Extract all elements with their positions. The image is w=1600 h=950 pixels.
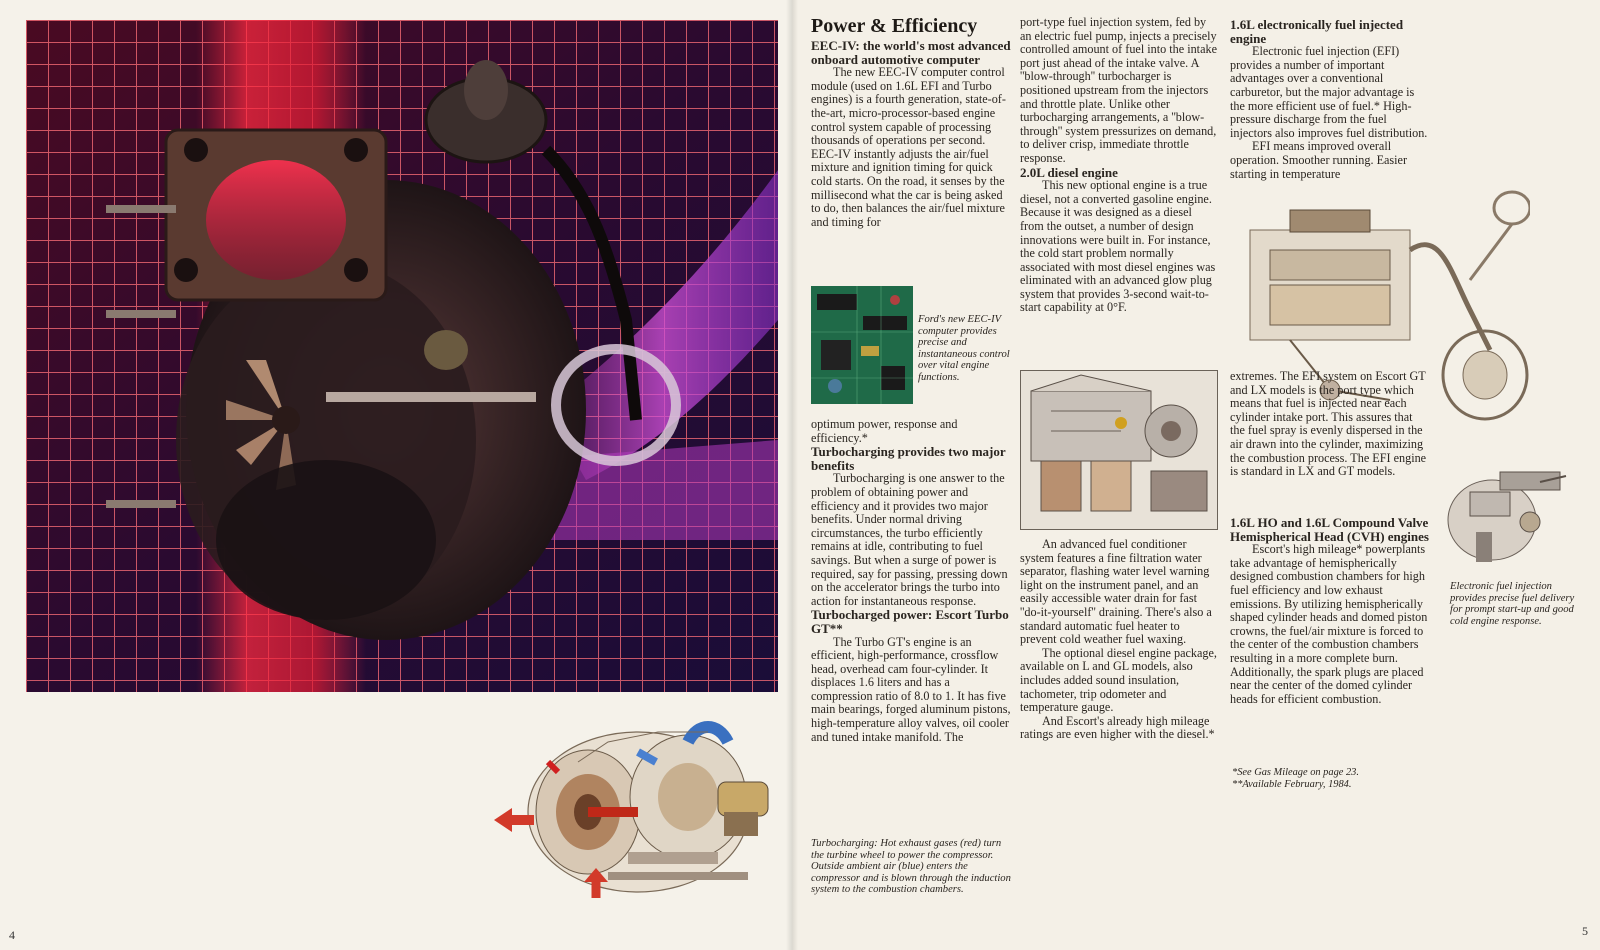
eec-heading: EEC-IV: the world's most advanced onboard automotive computer bbox=[811, 38, 1011, 67]
footnote-availability: **Available February, 1984. bbox=[1232, 779, 1352, 790]
diesel-paragraph-4: And Escort's already high mileage ratings are even higher with the diesel.* bbox=[1020, 713, 1215, 742]
turbo-gt-heading: Turbocharged power: Escort Turbo GT** bbox=[811, 607, 1009, 636]
column-cvh bbox=[1230, 516, 1434, 706]
diesel-paragraph-3: The optional diesel engine package, available on L and GL models, also includes added sound insulation, tachometer, trip odometer and temperature gauge. bbox=[1020, 645, 1217, 715]
diesel-engine-graphic bbox=[1021, 371, 1217, 529]
efi-paragraph-2: EFI means improved overall operation. Smoother running. Easier starting in temperature bbox=[1230, 139, 1408, 181]
column-diesel-continued bbox=[1020, 538, 1218, 742]
page-gutter bbox=[786, 0, 798, 950]
efi-heading: 1.6L electronically fuel injected engine bbox=[1230, 17, 1404, 46]
diesel-engine-illustration bbox=[1020, 370, 1218, 530]
eec-paragraph-continued: optimum power, response and efficiency.* bbox=[811, 417, 958, 445]
column-turbo bbox=[811, 418, 1011, 744]
circuit-board-graphic bbox=[811, 286, 913, 404]
eec-caption: Ford's new EEC-IV computer provides precise and instantaneous control over vital engine functions. bbox=[918, 314, 1010, 383]
eec-paragraph: The new EEC-IV computer control module (used on 1.6L EFI and Turbo engines) is a fourth generation, state-of-the-art, micro-processor-based engine control system capable of processing thousands of operations per second. EEC-IV instantly adjusts the air/fuel mixture and ignition timing for quick cold starts. On the road, it senses by the millisecond what the car is being asked to do, then balances the air/fuel mixture and timing for bbox=[811, 65, 1006, 229]
turbo-cutaway-illustration bbox=[488, 702, 784, 926]
turbo-gt-paragraph: The Turbo GT's engine is an efficient, high-performance, crossflow head, overhead cam four-cylinder. It displaces 1.6 liters and has a compression ratio of 8.0 to 1. It has five main bearings, forged aluminum pistons, high-temperature alloy valves, oil cooler and tuned intake manifold. The bbox=[811, 634, 1011, 744]
column-efi-continued bbox=[1230, 370, 1430, 479]
diesel-paragraph-2: An advanced fuel conditioner system features a fine filtration water separator, flashing water level warning light on the instrument panel, and an easily accessible water drain for fast ''do-it-yourself'' draining. There's also a standard automatic fuel heater to prevent cold weather fuel waxing. bbox=[1020, 537, 1212, 647]
turbo-gt-paragraph-continued: port-type fuel injection system, fed by an electric fuel pump, injects a precisely controlled amount of fuel into the intake port just ahead of the intake valve. A ''blow-through'' turbocharger is positioned upstream from the injectors and throttle plate. Unlike other turbocharging arrangements, a ''blow-through'' system pressurizes on demand, to deliver crisp, immediate throttle response. bbox=[1020, 15, 1217, 165]
eec-computer-board-photo bbox=[811, 286, 913, 404]
column-eec bbox=[811, 14, 1011, 229]
page-number-right: 5 bbox=[1582, 924, 1588, 938]
turbo-heading: Turbocharging provides two major benefits bbox=[811, 444, 1006, 473]
page-number-left: 4 bbox=[9, 928, 15, 942]
efi-paragraph-2-continued: extremes. The EFI system on Escort GT and LX models is the port type which means that fuel is injected near each cylinder intake port. This assures that the fuel spray is evenly dispersed in the air drawn into the cylinder, maximizing the combustion process. The EFI engine is standard in LX and GT models. bbox=[1230, 369, 1427, 479]
turbocharger-photo bbox=[26, 20, 778, 692]
footnote-gas-mileage: *See Gas Mileage on page 23. bbox=[1232, 767, 1359, 778]
efi-paragraph-1: Electronic fuel injection (EFI) provides a number of important advantages over a conventional carburetor, but the major advantage is the more efficient use of fuel.* High-pressure discharge from the fuel injectors also improves fuel distribution. bbox=[1230, 44, 1428, 140]
fuel-injector-graphic bbox=[1440, 462, 1570, 572]
diesel-heading: 2.0L diesel engine bbox=[1020, 164, 1118, 180]
page-title: Power & Efficiency bbox=[811, 15, 978, 37]
turbo-cutaway-graphic bbox=[488, 702, 784, 926]
turbocharger-photo-graphic bbox=[26, 20, 778, 692]
column-diesel bbox=[1020, 16, 1218, 315]
turbo-paragraph: Turbocharging is one answer to the problem of obtaining power and efficiency and it provides two major benefits. Under normal driving circumstances, the turbo efficiently remains at idle, contributing to fuel savings. But when a surge of power is required, say for passing, pressing down on the accelerator brings the turbo into action for instantaneous response. bbox=[811, 471, 1008, 608]
column-efi bbox=[1230, 18, 1430, 181]
diesel-paragraph-1: This new optional engine is a true diesel, not a converted gasoline engine. Because it was designed as a diesel from the outset, a number of design innovations were built in. For instance, the cold start problem normally associated with most diesel engines was eliminated with an advanced glow plug system that provides 3-second wait-to-start capability at 0°F. bbox=[1020, 178, 1216, 315]
footnotes bbox=[1232, 767, 1432, 791]
efi-caption: Electronic fuel injection provides precise fuel delivery for prompt start-up and good cold engine response. bbox=[1450, 581, 1575, 627]
cvh-heading: 1.6L HO and 1.6L Compound Valve Hemispherical Head (CVH) engines bbox=[1230, 515, 1429, 544]
turbo-caption: Turbocharging: Hot exhaust gases (red) turn the turbine wheel to power the compressor. Outside ambient air (blue) enters the compressor and is blown through the induction system to the combustion chambers. bbox=[811, 838, 1011, 896]
cvh-paragraph: Escort's high mileage* powerplants take advantage of hemispherically designed combustion chambers for high fuel efficiency and low exhaust emissions. By utilizing hemispherically shaped cylinder heads and domed piston crowns, the fuel/air mixture is forced to the center of the combustion chambers resulting in a more complete burn. Additionally, the spark plugs are placed near the center of the domed cylinder heads for efficient combustion. bbox=[1230, 542, 1428, 706]
fuel-injector-illustration bbox=[1440, 462, 1570, 572]
